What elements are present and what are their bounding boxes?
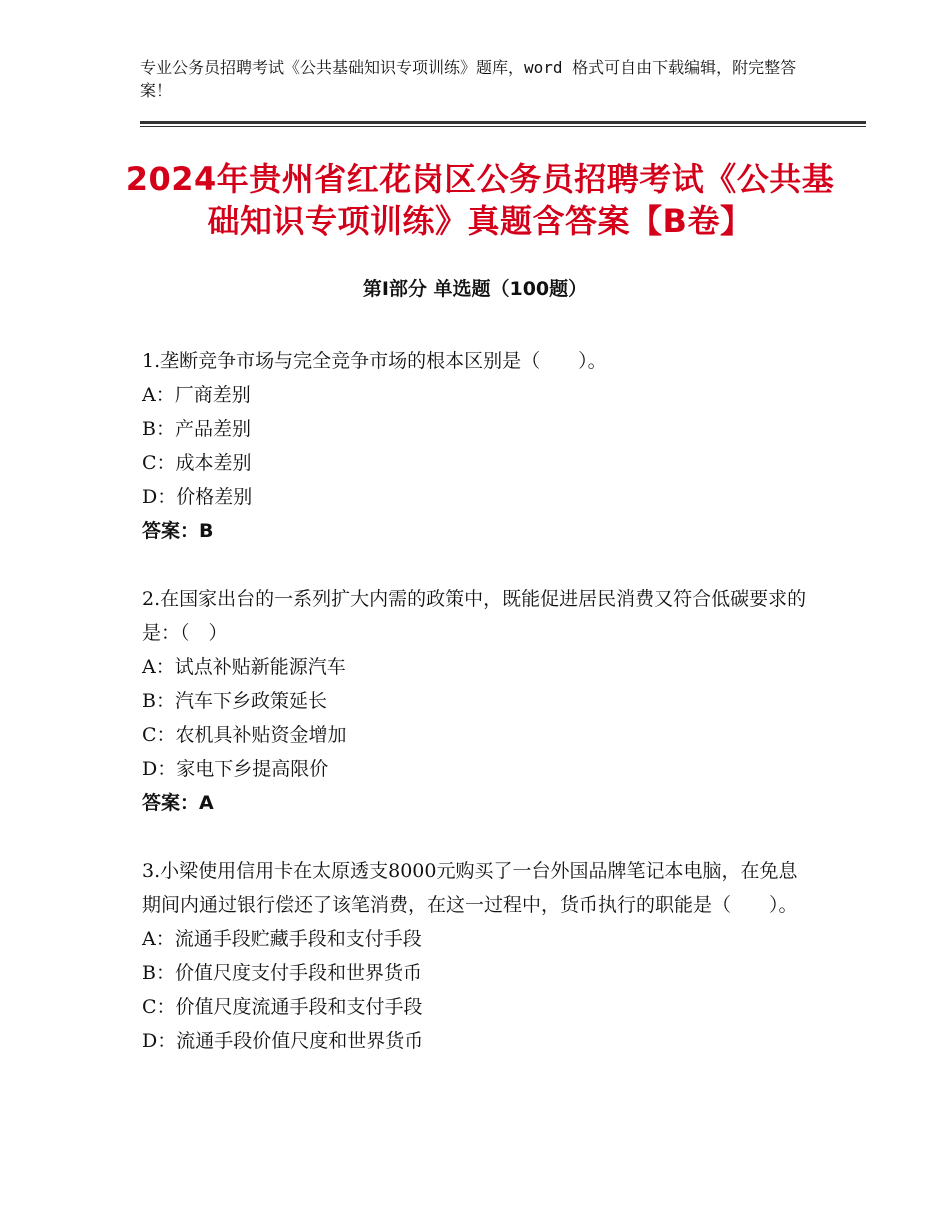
header-note: 专业公务员招聘考试《公共基础知识专项训练》题库，word 格式可自由下载编辑，附完整答案！ <box>140 58 797 100</box>
question-list <box>142 344 812 1058</box>
question-spacer <box>142 820 812 854</box>
option-b: B：产品差别 <box>142 418 251 440</box>
question-stem: 1.垄断竞争市场与完全竞争市场的根本区别是（ ）。 <box>142 350 607 372</box>
answer-line: 答案：A <box>142 792 214 814</box>
document-title: 2024年贵州省红花岗区公务员招聘考试《公共基础知识专项训练》真题含答案【B卷】 <box>125 160 835 240</box>
section-title: 第Ⅰ部分 单选题（100题） <box>362 278 588 300</box>
option-a: A：厂商差别 <box>142 384 251 406</box>
question-3 <box>142 854 812 1058</box>
option-d: D：价格差别 <box>142 486 253 508</box>
header-rule-thin <box>140 126 866 127</box>
question-stem: 3.小梁使用信用卡在太原透支8000元购买了一台外国品牌笔记本电脑，在免息期间内通过银行偿还了该笔消费，在这一过程中，货币执行的职能是（ ）。 <box>142 860 798 916</box>
question-1 <box>142 344 812 548</box>
option-a: A：流通手段贮藏手段和支付手段 <box>142 928 422 950</box>
option-c: C：农机具补贴资金增加 <box>142 724 347 746</box>
question-2 <box>142 582 812 820</box>
question-spacer <box>142 548 812 582</box>
option-a: A：试点补贴新能源汽车 <box>142 656 346 678</box>
option-b: B：价值尺度支付手段和世界货币 <box>142 962 422 984</box>
option-d: D：家电下乡提高限价 <box>142 758 329 780</box>
option-c: C：成本差别 <box>142 452 252 474</box>
question-stem: 2.在国家出台的一系列扩大内需的政策中，既能促进居民消费又符合低碳要求的是：（ ） <box>142 588 807 644</box>
option-d: D：流通手段价值尺度和世界货币 <box>142 1030 424 1052</box>
option-b: B：汽车下乡政策延长 <box>142 690 327 712</box>
answer-line: 答案：B <box>142 520 214 542</box>
header-rule-thick <box>140 121 866 124</box>
option-c: C：价值尺度流通手段和支付手段 <box>142 996 423 1018</box>
